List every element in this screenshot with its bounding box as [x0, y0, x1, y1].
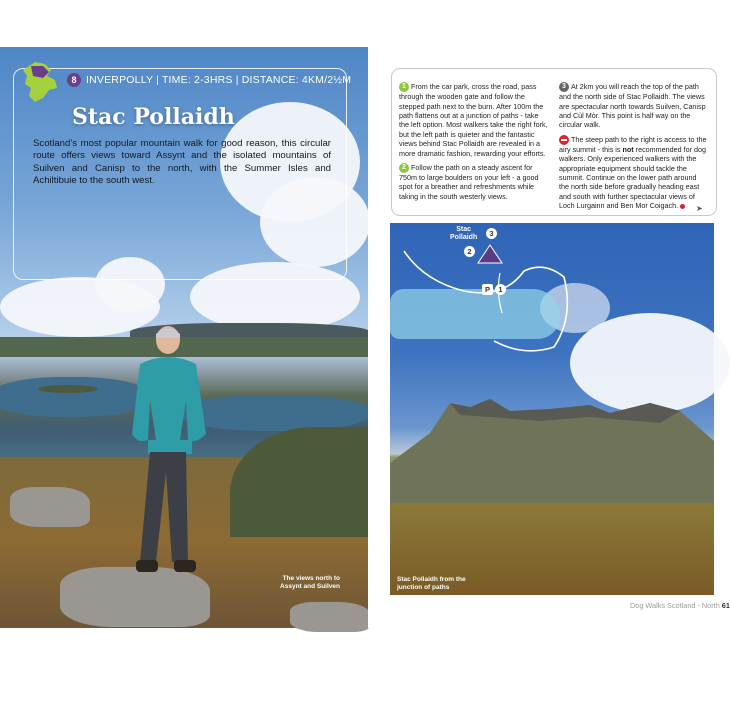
no-entry-icon: [559, 135, 569, 145]
warning-text: The steep path to the right is access to the airy summit - this is: [559, 134, 707, 154]
warning-note: [559, 135, 707, 211]
map-label-line: Stac: [456, 226, 472, 233]
step-badge: 1: [399, 82, 409, 92]
parking-icon: P: [482, 284, 493, 295]
step-1: [399, 82, 549, 158]
step-2: [399, 163, 549, 201]
photo-caption: The views north to Assynt and Suilven: [280, 575, 340, 590]
route-map-photo: [390, 223, 714, 595]
map-photo-caption: Stac Pollaidh from the junction of paths: [397, 576, 466, 591]
warning-text-end: recommended for dog walkers. Only experienced walkers with the appropriate equipment should tackle the summit. Continue on the lower path around the north side before gradually heading east and south with further spectacular views of Loch Lurgainn and Ben Mor Coigach.: [559, 144, 707, 211]
route-number-badge: 8: [67, 73, 81, 87]
step-text: From the car park, cross the road, pass through the wooden gate and follow the stepped path next to the burn. After 100m the path flattens out at a junction of paths - take the left option. Most walkers take the right fork, but the left path is quieter and the fantastic views behind Stac Pollaidh are revealed in a more dramatic fashion, rewarding your efforts.: [399, 82, 548, 158]
stac-pollaidh-mountain: [390, 393, 714, 513]
step-badge: 2: [399, 163, 409, 173]
step-3: [559, 82, 707, 130]
step-text: At 2km you will reach the top of the path and the north side of Stac Pollaidh. The views are spectacular north towards Suilven, Canisp and Cùl Mòr. This point is half way on the circular walk.: [559, 82, 706, 130]
map-label-line: Pollaidh: [450, 234, 478, 241]
island: [38, 385, 98, 393]
map-label-stac-pollaidh: [450, 226, 477, 242]
route-title: Stac Pollaidh: [72, 104, 235, 130]
rock: [10, 487, 90, 527]
route-path: [390, 223, 714, 353]
directions-column-right: [559, 82, 707, 216]
next-page-arrow-icon: ➤: [696, 204, 703, 213]
scotland-map-icon: [21, 60, 63, 104]
map-badge-1: 1: [495, 284, 506, 295]
step-text: Follow the path on a steady ascent for 750m to large boulders on your left - a good spot for a breather and refreshments while taking in the south westerly views.: [399, 162, 539, 201]
directions-column-left: [399, 82, 549, 206]
map-badge-2: 2: [464, 246, 475, 257]
end-marker-icon: [680, 204, 685, 209]
map-badge-3: 3: [486, 228, 497, 239]
route-meta: INVERPOLLY | TIME: 2-3HRS | DISTANCE: 4KM/2½M: [86, 74, 352, 86]
dark-slope: [230, 427, 370, 537]
route-intro: Scotland’s most popular mountain walk for good reason, this circular route offers views toward Assynt and the isolated mountains of Suilven and Canisp to the north, with the Summer Isles and Achiltibuie to the south west.: [33, 138, 331, 186]
step-badge: 3: [559, 82, 569, 92]
footer-title: Dog Walks Scotland - North: [630, 601, 720, 610]
warning-emphasis: not: [622, 144, 634, 154]
hiker-figure: [100, 322, 220, 602]
page-number: 61: [721, 601, 730, 610]
page-footer: [630, 601, 730, 610]
rock: [290, 602, 370, 632]
